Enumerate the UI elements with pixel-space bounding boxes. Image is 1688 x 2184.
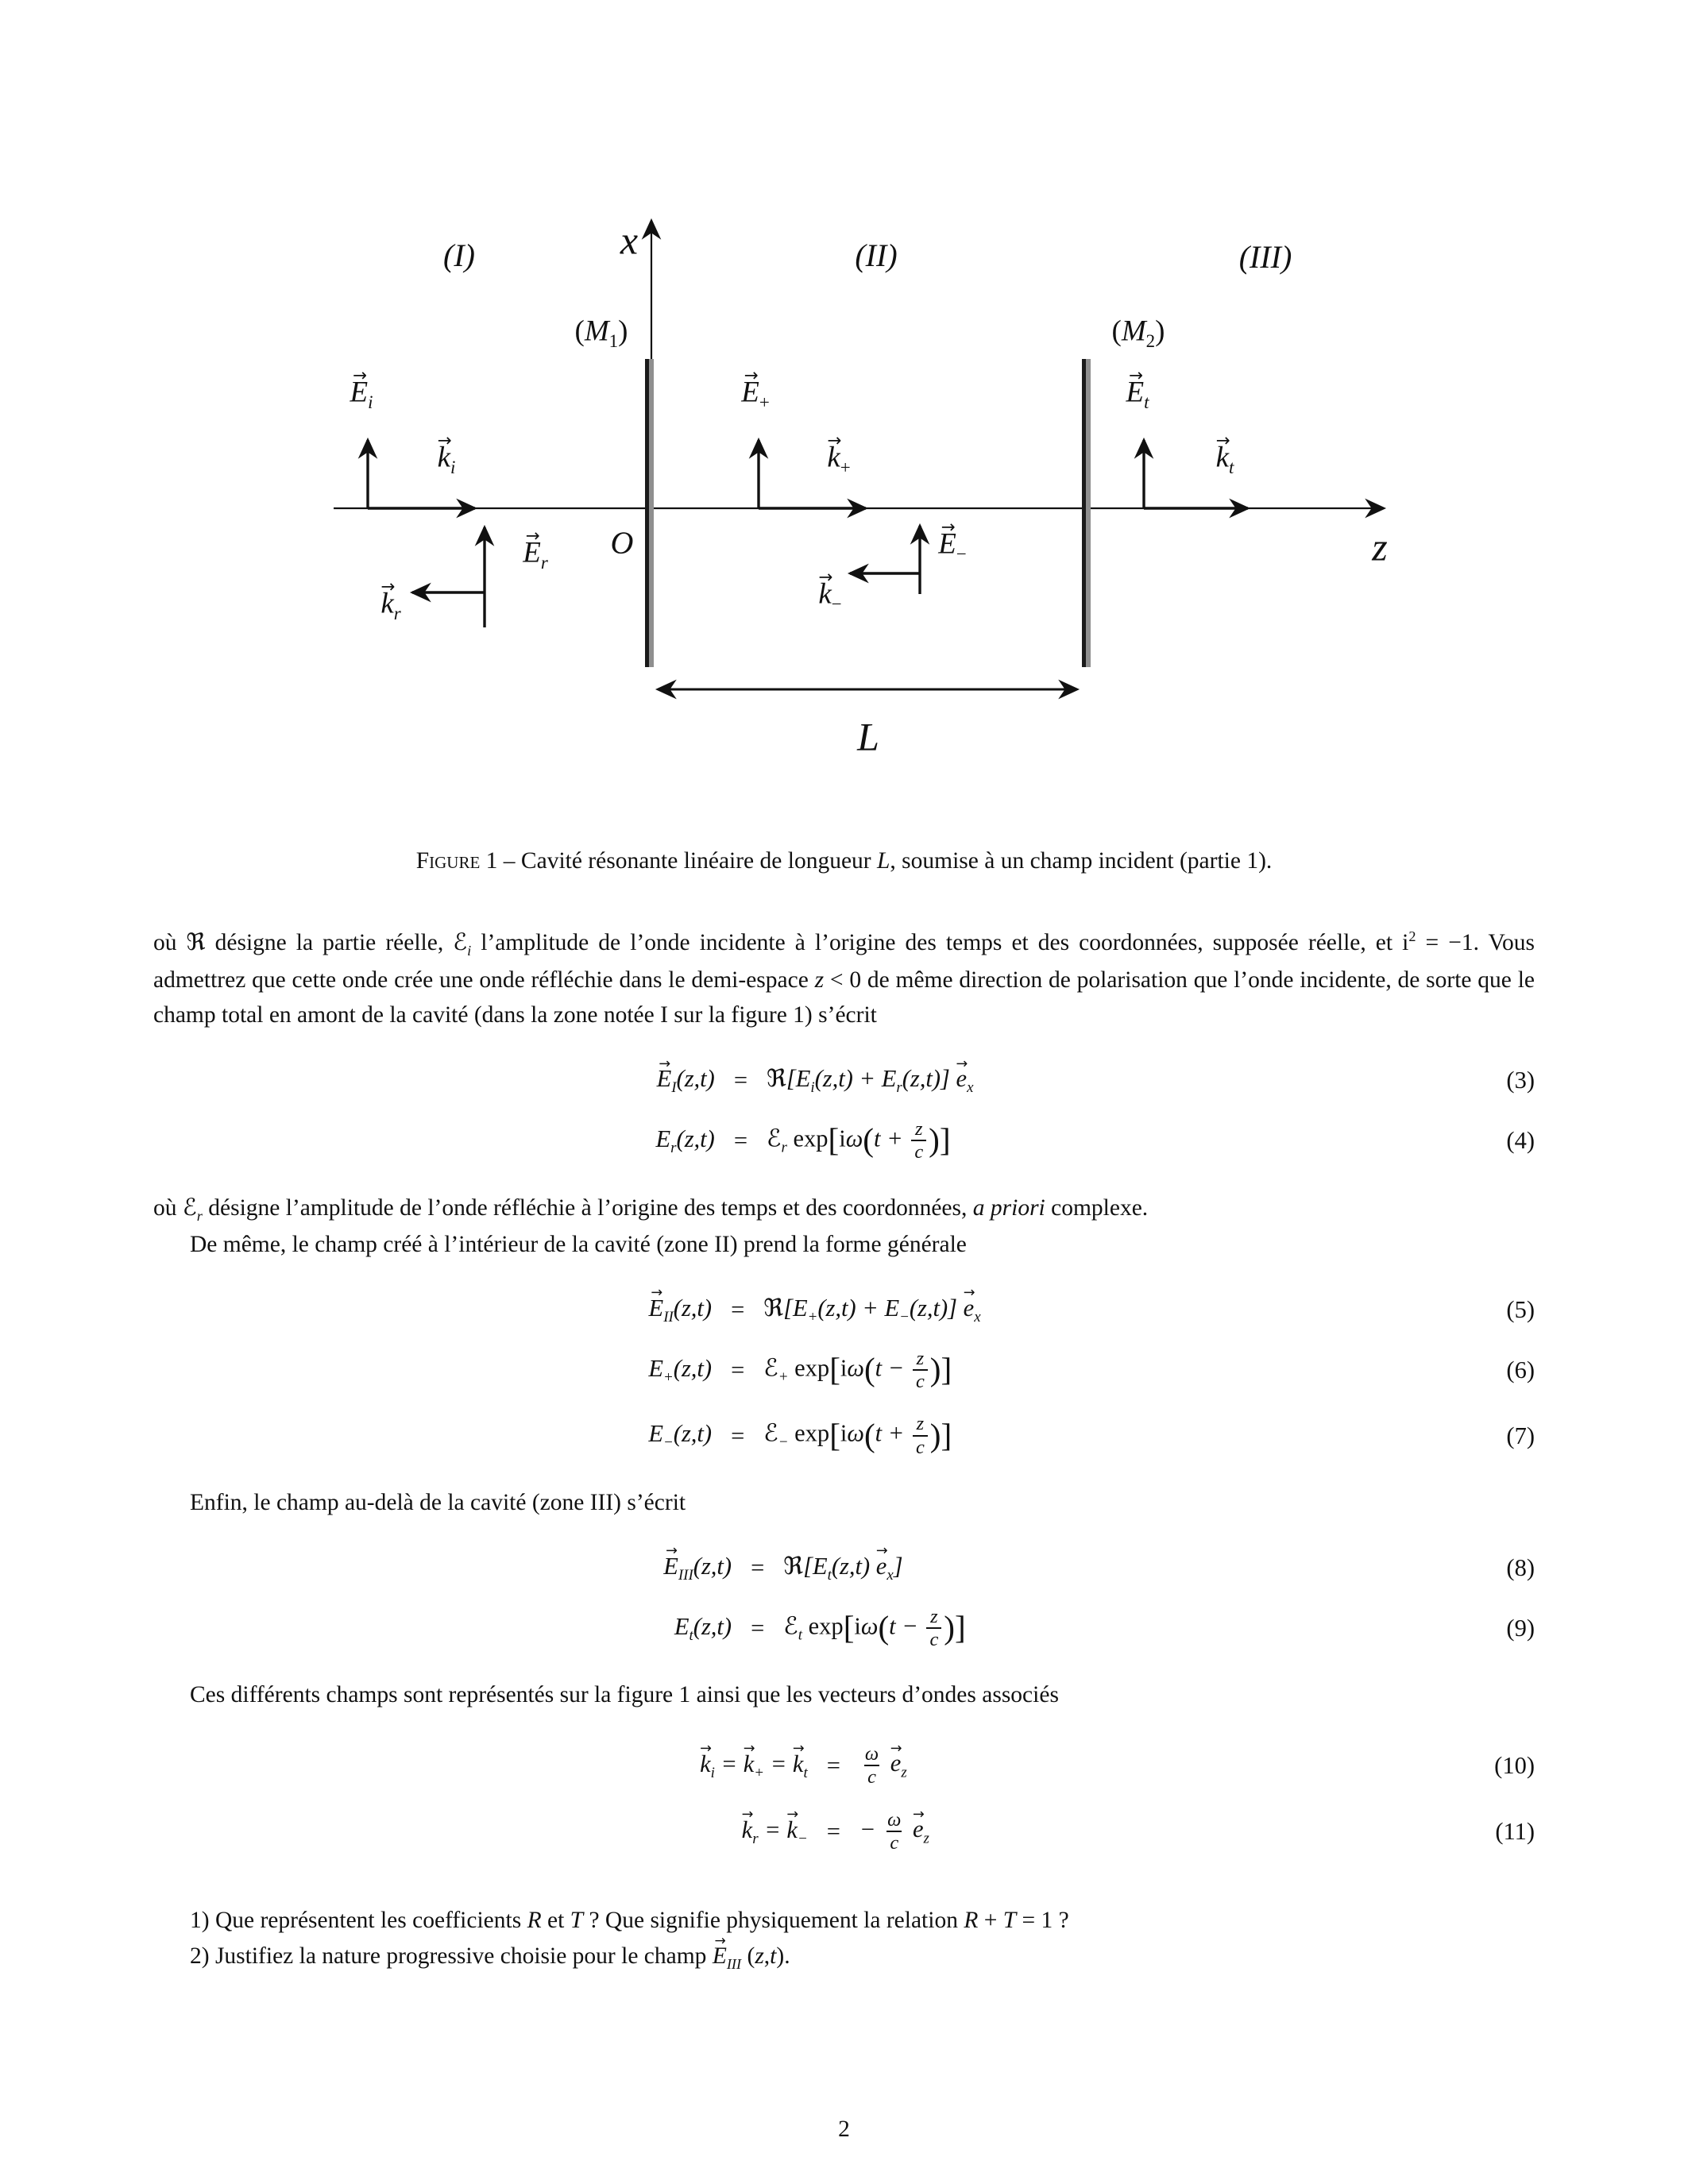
spacer xyxy=(153,1627,663,1628)
equation-11-equals: = xyxy=(826,1818,840,1846)
equation-5-equals: = xyxy=(731,1296,745,1324)
region-label-2: (II) xyxy=(855,237,898,273)
spacer xyxy=(153,1370,648,1371)
region-label-1: (I) xyxy=(443,237,475,273)
vector-label-ei: $E \to_i$ xyxy=(350,377,373,413)
equation-3-rhs: $ℜ[E_i(z,t) + E_r(z,t)]$ $e \to_x$ xyxy=(767,1063,973,1098)
vector-label-et: $E \to_t$ xyxy=(1126,377,1149,413)
equation-8-equals: = xyxy=(751,1554,765,1582)
equation-5-number: (5) xyxy=(1506,1296,1535,1324)
equation-5-lhs: $E \to_{II}(z,t)$ xyxy=(649,1293,713,1327)
spacer xyxy=(153,1765,700,1766)
spacer xyxy=(973,1140,1476,1141)
equation-6-lhs: $E_+(z,t)$ xyxy=(648,1354,713,1386)
x-axis-label: x xyxy=(620,218,639,263)
questions-list xyxy=(153,1903,1535,1976)
equation-8-rhs: $ℜ[E_t(z,t)$ $e \to_x$] xyxy=(783,1551,902,1585)
region-label-3: (III) xyxy=(1238,239,1292,275)
question-2: 2) Justifiez la nature progressive choisie pour le champ $E \to_{III}$ (z,t). xyxy=(190,1939,1535,1976)
spacer xyxy=(153,1831,700,1832)
equation-7-number: (7) xyxy=(1506,1422,1535,1449)
equation-4-equals: = xyxy=(733,1127,748,1155)
equation-5-rhs: $ℜ[E_+(z,t) + E_-(z,t)]$ $e \to_x$ xyxy=(763,1293,980,1327)
caption-text: – Cavité résonante linéaire de longueur L, soumise à un champ incident (partie 1). xyxy=(497,848,1273,874)
equation-9-number: (9) xyxy=(1506,1614,1535,1642)
spacer xyxy=(929,1765,1476,1766)
equation-4-rhs: ℰ$_r$ exp[iω(t + $\frac{z}{c}$ )] xyxy=(767,1117,951,1163)
paragraph-reflected: où ℰ$_r$ désigne l’amplitude de l’onde réfléchie à l’origine des temps et des coordonnées, a priori complexe. xyxy=(153,1194,1149,1224)
spacer xyxy=(966,1627,1476,1628)
equation-8-number: (8) xyxy=(1506,1554,1535,1582)
vector-label-kt: $k \to_t$ xyxy=(1216,442,1234,478)
paragraph-fields: Ces différents champs sont représentés sur la figure 1 ainsi que les vecteurs d’ondes associés xyxy=(190,1682,1059,1708)
equation-4-number: (4) xyxy=(1506,1127,1535,1155)
spacer xyxy=(153,1568,663,1569)
vector-label-ki: $k \to_i$ xyxy=(438,442,456,478)
figure-caption xyxy=(153,843,1535,879)
vector-label-kminus: $k \to_-$ xyxy=(818,579,841,615)
equation-block-3 xyxy=(153,1551,1535,1650)
spacer xyxy=(981,1370,1476,1371)
equation-9-equals: = xyxy=(751,1614,765,1642)
equation-9-lhs: $E_t(z,t)$ xyxy=(674,1612,732,1644)
equation-11-lhs: $k \to_r = k \to_-$ xyxy=(742,1815,808,1849)
mirror-m2 xyxy=(1082,359,1091,667)
z-axis-label: z xyxy=(1372,524,1388,569)
equation-10-rhs: $\frac{\omega}{c}$ $e \to_z$ xyxy=(859,1743,907,1788)
equation-6-rhs: ℰ$_+$ exp[iω(t − $\frac{z}{c}$ )] xyxy=(763,1347,952,1393)
paragraph-intro: où ℜ désigne la partie réelle, ℰ$_i$ l’amplitude de l’onde incidente à l’origine des temps et des coordonnées, supposée réelle, et $i^2 = -1$. Vous admettrez que cette onde crée une onde réfléchie dans le demi-espace z < 0 de même direction de polarisation que l’onde incidente, de sorte que le champ total en amont de la cavité (dans la zone notée I sur la figure 1) s’écrit xyxy=(153,928,1535,1028)
equation-3-number: (3) xyxy=(1506,1067,1535,1094)
equation-11-number: (11) xyxy=(1495,1818,1535,1846)
vector-label-eminus: $E \to_-$ xyxy=(938,529,967,565)
length-label: L xyxy=(857,714,879,759)
spacer xyxy=(153,1140,656,1141)
vector-label-kplus: $k \to_+$ xyxy=(827,442,850,478)
equation-block-4 xyxy=(153,1743,1535,1854)
caption-figure-number: Figure 1 xyxy=(415,848,498,874)
spacer xyxy=(929,1831,1476,1832)
equation-9-rhs: ℰ$_t$ exp[iω(t − $\frac{z}{c}$ )] xyxy=(783,1605,966,1650)
vector-label-er: $E \to_r$ xyxy=(523,538,548,573)
origin-label: O xyxy=(610,525,634,561)
equation-10-lhs: $k \to_i = k \to_+ = k \to_t$ xyxy=(700,1749,808,1783)
paragraph-beyond: Enfin, le champ au-delà de la cavité (zone III) s’écrit xyxy=(190,1490,686,1516)
equation-6-number: (6) xyxy=(1506,1356,1535,1384)
equation-block-2 xyxy=(153,1293,1535,1458)
mirror-m1-label: $(M_1)$ xyxy=(574,314,628,352)
equation-7-equals: = xyxy=(731,1422,745,1449)
figure-svg xyxy=(0,0,1688,806)
equation-7-rhs: ℰ$_-$ exp[iω(t + $\frac{z}{c}$ )] xyxy=(763,1413,952,1458)
equation-10-number: (10) xyxy=(1494,1752,1535,1780)
paragraph-inside: De même, le champ créé à l’intérieur de la cavité (zone II) prend la forme générale xyxy=(190,1232,967,1258)
equation-10-equals: = xyxy=(826,1752,840,1780)
equation-7-lhs: $E_-(z,t)$ xyxy=(648,1420,713,1452)
question-1: 1) Que représentent les coefficients R et T ? Que signifie physiquement la relation R + T = 1 ? xyxy=(190,1908,1069,1934)
equation-3-equals: = xyxy=(733,1067,748,1094)
figure-diagram xyxy=(0,0,1688,806)
equation-block-1 xyxy=(153,1063,1535,1163)
mirror-m1 xyxy=(645,359,654,667)
spacer xyxy=(153,1080,656,1081)
spacer xyxy=(981,1435,1476,1436)
vector-label-kr: $k \to_r$ xyxy=(380,588,400,624)
equation-4-lhs: $E_r(z,t)$ xyxy=(655,1125,715,1156)
vector-label-eplus: $E \to_+$ xyxy=(741,377,770,413)
equation-11-rhs: − $\frac{\omega}{c}$ $e \to_z$ xyxy=(859,1809,929,1854)
page-number: 2 xyxy=(838,2116,850,2142)
equation-3-lhs: $E \to_I(z,t)$ xyxy=(657,1063,715,1098)
spacer xyxy=(973,1080,1476,1081)
text-body xyxy=(153,832,1535,1976)
spacer xyxy=(153,1435,648,1436)
equation-6-equals: = xyxy=(731,1356,745,1384)
mirror-m2-label: $(M_2)$ xyxy=(1111,314,1165,352)
spacer xyxy=(966,1568,1476,1569)
equation-8-lhs: $E \to_{III}(z,t)$ xyxy=(663,1551,732,1585)
